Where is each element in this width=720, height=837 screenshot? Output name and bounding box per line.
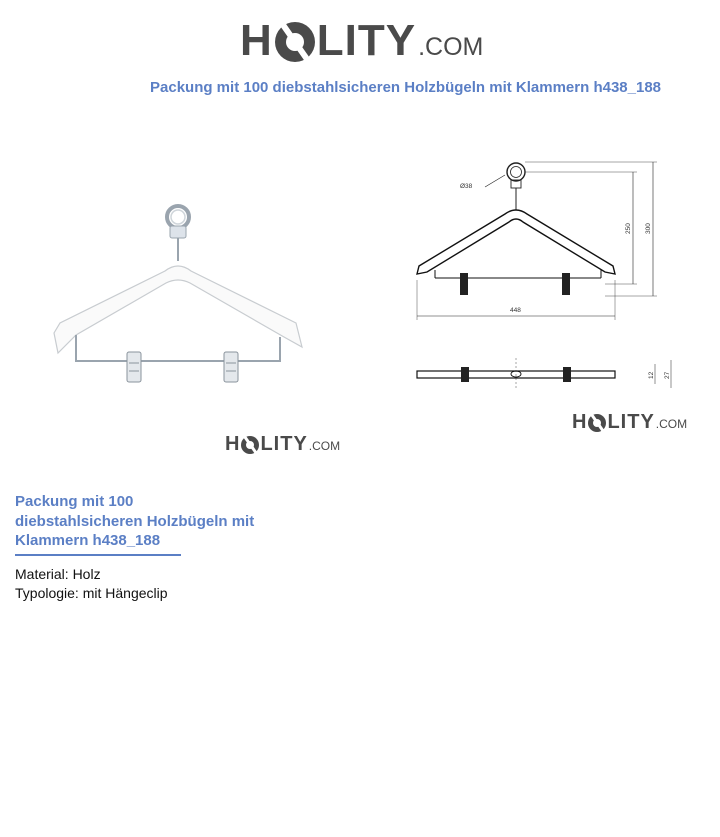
depth-inner-label: 12 (648, 371, 655, 379)
spec-typology: Typologie: mit Hängeclip (15, 585, 168, 601)
holity-logo-small (225, 433, 340, 456)
title-underline (15, 554, 181, 556)
depth-total-label: 27 (664, 371, 671, 379)
height-inner-label: 250 (625, 223, 632, 234)
spec-material: Material: Holz (15, 566, 101, 582)
product-photo (40, 195, 320, 395)
logo-head: H (225, 433, 241, 455)
logo-suffix: .COM (418, 33, 484, 61)
logo-head: H (572, 411, 588, 433)
product-title-line: Packung mit 100 (15, 493, 134, 510)
width-label: 448 (510, 307, 521, 314)
logo-head: H (240, 16, 273, 65)
technical-drawing (405, 150, 695, 395)
logo-circle-icon (241, 436, 259, 454)
product-title-line: Klammern h438_188 (15, 532, 161, 549)
page-title: Packung mit 100 diebstahlsicheren Holzbügeln mit Klammern h438_188 (150, 79, 662, 96)
logo-circle-icon (588, 414, 606, 432)
logo-suffix: .COM (655, 417, 688, 431)
clip-icon (224, 352, 238, 382)
logo-tail: LITY (607, 411, 655, 433)
hanger-body (54, 266, 302, 353)
logo-circle-icon (275, 22, 315, 62)
product-specs (15, 565, 168, 603)
logo-suffix: .COM (308, 439, 341, 453)
hook-ring-icon (167, 206, 189, 261)
logo-tail: LITY (260, 433, 308, 455)
product-title (15, 492, 315, 551)
logo-tail: LITY (316, 16, 417, 65)
holity-logo[interactable] (240, 16, 483, 68)
holity-logo-small (572, 411, 687, 434)
ring-diameter-label: Ø38 (460, 183, 473, 190)
product-title-line: diebstahlsicheren Holzbügeln mit (15, 512, 255, 530)
clip-icon (127, 352, 141, 382)
height-total-label: 300 (645, 223, 652, 234)
